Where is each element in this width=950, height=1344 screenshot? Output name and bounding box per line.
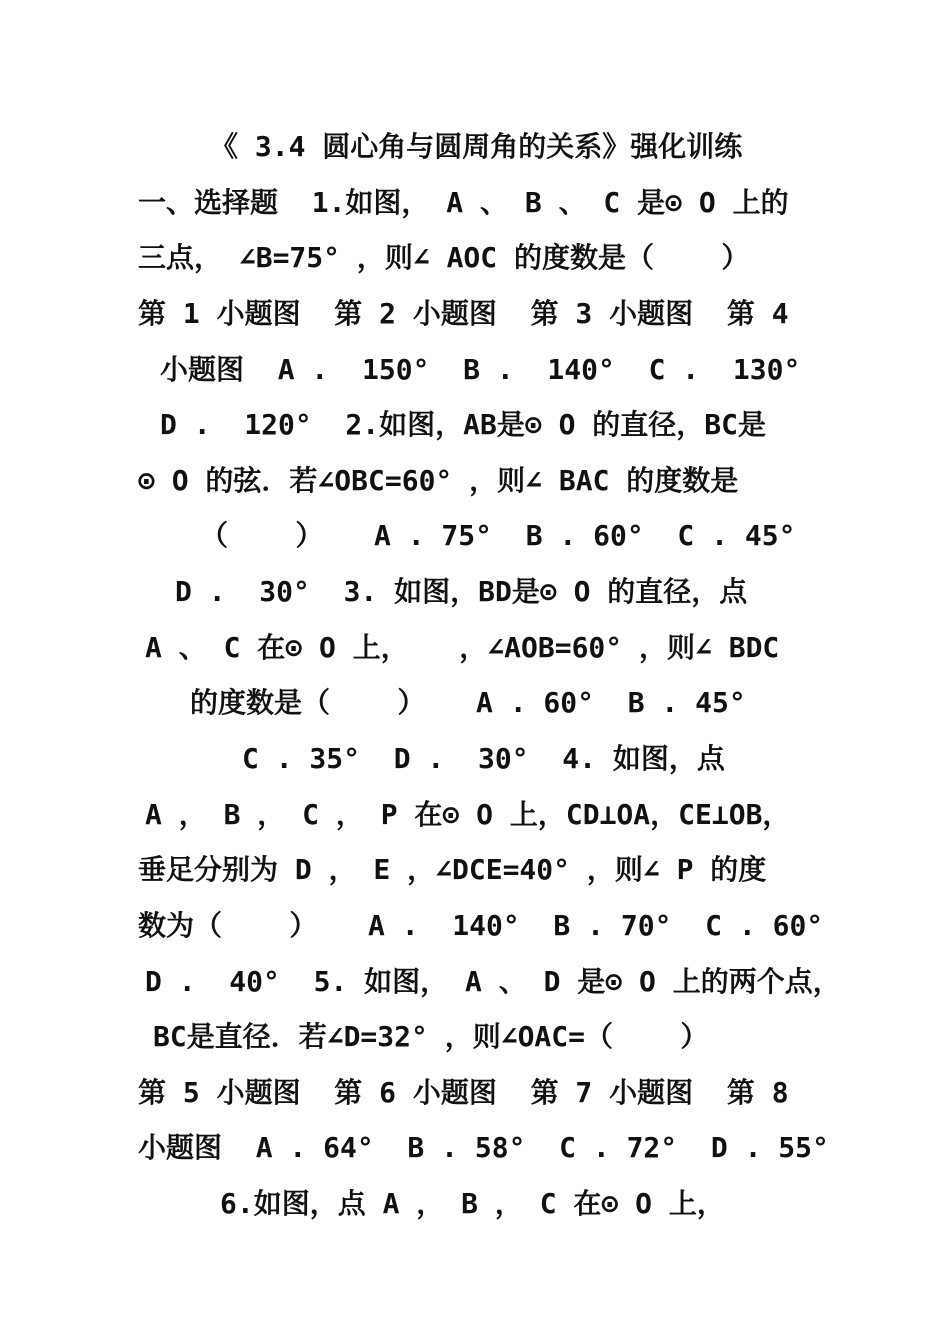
text-line-10: 的度数是（ ） A . 60° B . 45° xyxy=(190,686,746,719)
text-line-3: 第 1 小题图 第 2 小题图 第 3 小题图 第 4 xyxy=(138,297,789,330)
text-line-15: D . 40° 5. 如图， A 、 D 是⊙ O 上的两个点， xyxy=(145,965,841,998)
text-line-9: A 、 C 在⊙ O 上， ，∠AOB=60° ，则∠ BDC xyxy=(145,631,780,664)
text-line-14: 数为（ ） A . 140° B . 70° C . 60° xyxy=(138,909,824,942)
text-line-4: 小题图 A . 150° B . 140° C . 130° xyxy=(160,353,801,386)
text-line-19: 6.如图，点 A ， B ， C 在⊙ O 上， xyxy=(220,1187,725,1220)
text-line-13: 垂足分别为 D ， E ，∠DCE=40° ，则∠ P 的度 xyxy=(138,853,767,886)
text-line-16: BC是直径．若∠D=32° ，则∠OAC=（ ） xyxy=(153,1020,709,1053)
text-line-6: ⊙ O 的弦．若∠OBC=60° ，则∠ BAC 的度数是 xyxy=(138,464,739,497)
text-line-8: D . 30° 3. 如图，BD是⊙ O 的直径，点 xyxy=(175,575,748,608)
document-title: 《 3.4 圆心角与圆周角的关系》强化训练 xyxy=(210,130,743,163)
text-line-18: 小题图 A . 64° B . 58° C . 72° D . 55° xyxy=(138,1131,829,1164)
text-line-2: 三点， ∠B=75° ，则∠ AOC 的度数是（ ） xyxy=(138,241,750,274)
text-line-17: 第 5 小题图 第 6 小题图 第 7 小题图 第 8 xyxy=(138,1076,789,1109)
text-line-7: （ ） A . 75° B . 60° C . 45° xyxy=(200,519,796,552)
text-line-11: C . 35° D . 30° 4. 如图，点 xyxy=(242,742,725,775)
text-line-5: D . 120° 2.如图，AB是⊙ O 的直径，BC是 xyxy=(160,408,767,441)
text-line-1: 一、选择题 1.如图， A 、 B 、 C 是⊙ O 上的 xyxy=(138,186,789,219)
text-line-12: A ， B ， C ， P 在⊙ O 上，CD⊥OA，CE⊥OB， xyxy=(145,798,791,831)
